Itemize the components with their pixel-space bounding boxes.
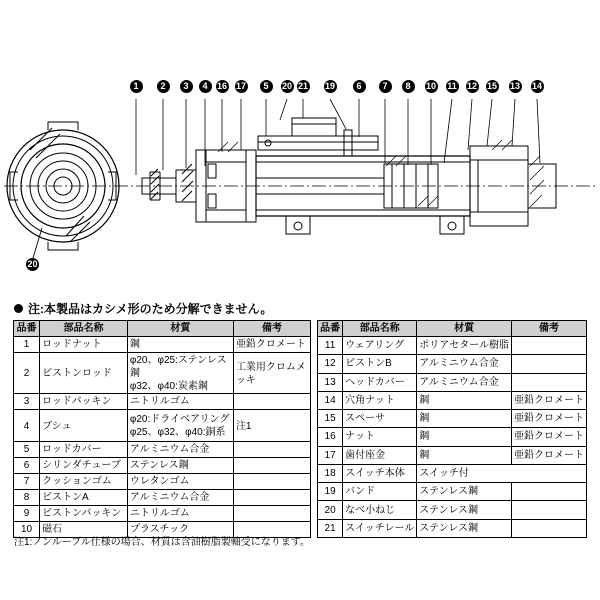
cell-name: ピストンロッド bbox=[40, 353, 128, 394]
cell-num: 21 bbox=[318, 519, 343, 537]
table-row bbox=[318, 355, 587, 373]
callout-14: 14 bbox=[531, 81, 542, 91]
cell-material: ステンレス鋼 bbox=[417, 519, 512, 537]
cell-name: ウェアリング bbox=[343, 337, 417, 355]
callout-6: 6 bbox=[353, 80, 366, 93]
cell-remark bbox=[233, 394, 310, 410]
table-row bbox=[318, 501, 587, 519]
callout-leaders bbox=[136, 99, 540, 175]
cell-num: 2 bbox=[14, 353, 40, 394]
footnote-text: 注1:ノンルーブル仕様の場合、材質は含油樹脂製軸受になります。 bbox=[14, 537, 310, 548]
parts-table-left bbox=[13, 320, 311, 538]
cell-material: φ20:ドライベアリング φ25、φ32、φ40:銅系 bbox=[127, 410, 233, 442]
cell-num: 20 bbox=[318, 501, 343, 519]
cell-num: 9 bbox=[14, 506, 40, 522]
table-row bbox=[14, 353, 311, 394]
cell-group-label: スイッチ付 bbox=[417, 464, 587, 482]
parts-table-right bbox=[317, 320, 587, 538]
cell-material: アルミニウム合金 bbox=[127, 490, 233, 506]
cell-material: φ20、φ25:ステンレス鋼 φ32、φ40:炭素鋼 bbox=[127, 353, 233, 394]
callout-17: 17 bbox=[235, 81, 246, 91]
header-num: 品番 bbox=[14, 321, 40, 337]
cell-name: ロッドカバー bbox=[40, 442, 128, 458]
table-row bbox=[318, 483, 587, 501]
parts-tables bbox=[13, 320, 587, 538]
callout-20: 20 bbox=[281, 81, 292, 91]
cell-material: ステンレス鋼 bbox=[417, 483, 512, 501]
cell-num: 4 bbox=[14, 410, 40, 442]
table-row bbox=[14, 506, 311, 522]
cell-name: ブシュ bbox=[40, 410, 128, 442]
header-material: 材質 bbox=[127, 321, 233, 337]
cell-material: アルミニウム合金 bbox=[127, 442, 233, 458]
cell-remark bbox=[512, 337, 587, 355]
cell-name: 穴角ナット bbox=[343, 391, 417, 409]
left-end-view bbox=[7, 122, 119, 258]
cell-num: 15 bbox=[318, 410, 343, 428]
cell-material: ウレタンゴム bbox=[127, 474, 233, 490]
cell-material: アルミニウム合金 bbox=[417, 373, 512, 391]
cell-num: 17 bbox=[318, 446, 343, 464]
cell-num: 1 bbox=[14, 337, 40, 353]
cell-name: クッションゴム bbox=[40, 474, 128, 490]
header-name: 部品名称 bbox=[40, 321, 128, 337]
cell-remark: 注1 bbox=[233, 410, 310, 442]
table-row bbox=[14, 442, 311, 458]
cell-remark bbox=[512, 483, 587, 501]
cell-num: 14 bbox=[318, 391, 343, 409]
cell-remark bbox=[512, 519, 587, 537]
callout-19: 19 bbox=[324, 81, 335, 91]
callout-15: 15 bbox=[486, 81, 497, 91]
cell-name: ピストンA bbox=[40, 490, 128, 506]
cell-num: 16 bbox=[318, 428, 343, 446]
callout-12: 12 bbox=[466, 81, 477, 91]
cell-name: ナット bbox=[343, 428, 417, 446]
table-row bbox=[318, 519, 587, 537]
table-header-row bbox=[14, 321, 311, 337]
callout-7: 7 bbox=[379, 80, 392, 93]
table-row bbox=[318, 446, 587, 464]
table-row bbox=[318, 373, 587, 391]
callout-11: 11 bbox=[447, 81, 457, 91]
cell-name: スイッチ本体 bbox=[343, 464, 417, 482]
table-row bbox=[14, 490, 311, 506]
cell-name: 歯付座金 bbox=[343, 446, 417, 464]
cell-material: 鋼 bbox=[417, 391, 512, 409]
callout-1: 1 bbox=[130, 80, 143, 93]
cell-remark bbox=[512, 373, 587, 391]
table-row bbox=[318, 428, 587, 446]
table-row bbox=[14, 337, 311, 353]
cell-remark bbox=[233, 490, 310, 506]
cell-material: ステンレス鋼 bbox=[417, 501, 512, 519]
cell-material: ステンレス鋼 bbox=[127, 458, 233, 474]
cell-remark bbox=[512, 355, 587, 373]
table-row bbox=[14, 410, 311, 442]
table-row bbox=[318, 337, 587, 355]
cell-num: 18 bbox=[318, 464, 343, 482]
header-remark: 備考 bbox=[233, 321, 310, 337]
cell-num: 10 bbox=[14, 522, 40, 538]
cell-num: 7 bbox=[14, 474, 40, 490]
cell-material: 鋼 bbox=[127, 337, 233, 353]
cell-num: 12 bbox=[318, 355, 343, 373]
cylinder-section-view bbox=[142, 118, 556, 234]
product-note-text: 注:本製品はカシメ形のため分解できません。 bbox=[28, 302, 273, 316]
cell-num: 3 bbox=[14, 394, 40, 410]
cell-material: ニトリルゴム bbox=[127, 394, 233, 410]
cell-material: 鋼 bbox=[417, 428, 512, 446]
cell-material: 鋼 bbox=[417, 446, 512, 464]
cell-remark bbox=[233, 506, 310, 522]
product-note bbox=[14, 300, 272, 317]
header-name: 部品名称 bbox=[343, 321, 417, 337]
callout-8: 8 bbox=[402, 80, 415, 93]
header-num: 品番 bbox=[318, 321, 343, 337]
table-header-row bbox=[318, 321, 587, 337]
cell-name: ヘッドカバー bbox=[343, 373, 417, 391]
cell-name: スイッチレール bbox=[343, 519, 417, 537]
callout-2: 2 bbox=[157, 80, 170, 93]
callout-16: 16 bbox=[216, 81, 227, 91]
bullet-icon bbox=[14, 304, 23, 313]
header-material: 材質 bbox=[417, 321, 512, 337]
cell-name: バンド bbox=[343, 483, 417, 501]
cell-name: 磁石 bbox=[40, 522, 128, 538]
callout-21: 21 bbox=[297, 81, 308, 91]
cell-remark: 亜鉛クロメート bbox=[512, 391, 587, 409]
cell-remark: 亜鉛クロメート bbox=[512, 428, 587, 446]
cell-num: 5 bbox=[14, 442, 40, 458]
cylinder-drawing-svg bbox=[0, 0, 600, 295]
header-remark: 備考 bbox=[512, 321, 587, 337]
callout-13: 13 bbox=[509, 81, 520, 91]
callout-4: 4 bbox=[199, 80, 212, 93]
cell-num: 19 bbox=[318, 483, 343, 501]
table-row bbox=[14, 474, 311, 490]
cell-name: ロッドナット bbox=[40, 337, 128, 353]
cell-remark: 亜鉛クロメート bbox=[512, 410, 587, 428]
cell-remark bbox=[233, 458, 310, 474]
cell-num: 8 bbox=[14, 490, 40, 506]
callout-3: 3 bbox=[180, 80, 193, 93]
cell-name: スペーサ bbox=[343, 410, 417, 428]
callout-left-20: 20 bbox=[27, 259, 38, 269]
callout-10: 10 bbox=[425, 81, 436, 91]
cell-material: ニトリルゴム bbox=[127, 506, 233, 522]
cylinder-drawing bbox=[0, 0, 600, 295]
cell-num: 13 bbox=[318, 373, 343, 391]
cell-name: なべ小ねじ bbox=[343, 501, 417, 519]
cell-material: 鋼 bbox=[417, 410, 512, 428]
cell-remark bbox=[512, 501, 587, 519]
cell-name: シリンダチューブ bbox=[40, 458, 128, 474]
table-row bbox=[14, 458, 311, 474]
cell-material: アルミニウム合金 bbox=[417, 355, 512, 373]
cell-remark bbox=[233, 474, 310, 490]
cell-remark: 工業用クロムメッキ bbox=[233, 353, 310, 394]
cell-name: ピストンB bbox=[343, 355, 417, 373]
cell-num: 6 bbox=[14, 458, 40, 474]
table-row bbox=[318, 410, 587, 428]
cell-num: 11 bbox=[318, 337, 343, 355]
table-row bbox=[318, 391, 587, 409]
table-row bbox=[318, 464, 587, 482]
callout-5: 5 bbox=[260, 80, 273, 93]
cell-name: ロッドパッキン bbox=[40, 394, 128, 410]
cell-name: ピストンパッキン bbox=[40, 506, 128, 522]
cell-remark bbox=[233, 442, 310, 458]
table-row bbox=[14, 394, 311, 410]
cell-remark: 亜鉛クロメート bbox=[512, 446, 587, 464]
cell-material: ポリアセタール樹脂 bbox=[417, 337, 512, 355]
cell-remark: 亜鉛クロメート bbox=[233, 337, 310, 353]
cell-material: プラスチック bbox=[127, 522, 233, 538]
